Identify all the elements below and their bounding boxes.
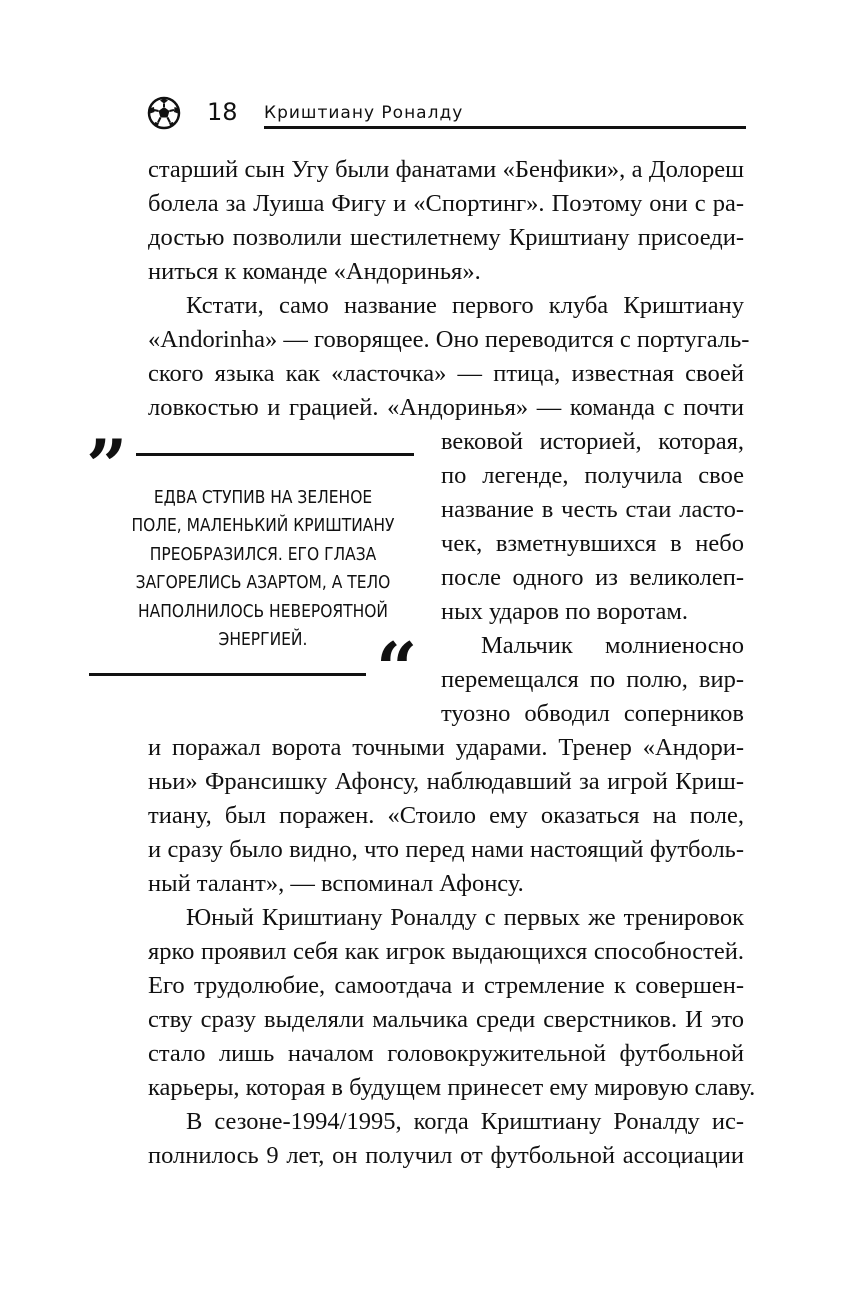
body-line: В сезоне-1994/1995, когда Криштиану Роналду ис- xyxy=(186,1108,744,1135)
soccer-ball-icon xyxy=(147,96,181,130)
pull-quote-line: НАПОЛНИЛОСЬ НЕВЕРОЯТНОЙ xyxy=(137,601,389,622)
body-line: болела за Луиша Фигу и «Спортинг». Поэтому они с ра- xyxy=(148,190,744,217)
body-line: ных ударов по воротам. xyxy=(441,598,689,625)
body-line: ниться к команде «Андоринья». xyxy=(148,258,481,285)
pull-quote-line: ЕДВА СТУПИВ НА ЗЕЛЕНОЕ xyxy=(153,487,373,508)
page-header xyxy=(0,0,844,140)
body-line: «Andorinha» — говорящее. Оно переводится с португаль- xyxy=(148,326,750,353)
body-line: ярко проявил себя как игрок выдающихся способностей. xyxy=(148,938,744,965)
pull-quote-line: ЗАГОРЕЛИСЬ АЗАРТОМ, А ТЕЛО xyxy=(135,572,391,593)
page-number: 18 xyxy=(207,98,238,126)
body-line: Юный Криштиану Роналду с первых же тренировок xyxy=(186,904,744,931)
body-line: Его трудолюбие, самоотдача и стремление к совершен- xyxy=(148,972,744,999)
body-line: ству сразу выделяли мальчика среди сверстников. И это xyxy=(148,1006,744,1033)
body-line: чек, взметнувшихся в небо xyxy=(441,530,744,557)
body-line: полнилось 9 лет, он получил от футбольной ассоциации xyxy=(148,1142,744,1169)
header-rule xyxy=(264,126,746,129)
pull-quote-line: ПОЛЕ, МАЛЕНЬКИЙ КРИШТИАНУ xyxy=(131,515,395,536)
body-line: и сразу было видно, что перед нами настоящий футболь- xyxy=(148,836,744,863)
body-line: ньи» Франсишку Афонсу, наблюдавший за игрой Криш- xyxy=(148,768,744,795)
body-line: Мальчик молниеносно xyxy=(481,632,744,659)
running-title: Криштиану Роналду xyxy=(264,103,464,123)
body-line: стало лишь началом головокружительной футбольной xyxy=(148,1040,744,1067)
body-line: ловкостью и грацией. «Андоринья» — команда с почти xyxy=(148,394,744,421)
body-line: туозно обводил соперников xyxy=(441,700,744,727)
body-line: перемещался по полю, вир- xyxy=(441,666,744,693)
body-line: и поражал ворота точными ударами. Тренер «Андори- xyxy=(148,734,744,761)
pull-quote-line: ПРЕОБРАЗИЛСЯ. ЕГО ГЛАЗА xyxy=(149,544,377,565)
quote-close-icon: “ xyxy=(376,626,418,711)
body-line: после одного из великолеп- xyxy=(441,564,744,591)
pull-quote-top-rule xyxy=(136,453,414,456)
body-line: карьеры, которая в будущем принесет ему мировую славу. xyxy=(148,1074,756,1101)
body-line: Кстати, само название первого клуба Криштиану xyxy=(186,292,744,319)
body-line: ского языка как «ласточка» — птица, известная своей xyxy=(148,360,744,387)
body-line: вековой историей, которая, xyxy=(441,428,744,455)
body-line: старший сын Угу были фанатами «Бенфики», а Долореш xyxy=(148,156,744,183)
body-line: название в честь стаи ласто- xyxy=(441,496,744,523)
body-line: по легенде, получила свое xyxy=(441,462,744,489)
pull-quote-bottom-rule xyxy=(89,673,366,676)
body-line: ный талант», — вспоминал Афонсу. xyxy=(148,870,524,897)
body-line: достью позволили шестилетнему Криштиану присоеди- xyxy=(148,224,744,251)
body-line: тиану, был поражен. «Стоило ему оказаться на поле, xyxy=(148,802,744,829)
quote-open-icon: ” xyxy=(86,423,128,508)
pull-quote-line: ЭНЕРГИЕЙ. xyxy=(218,629,308,650)
